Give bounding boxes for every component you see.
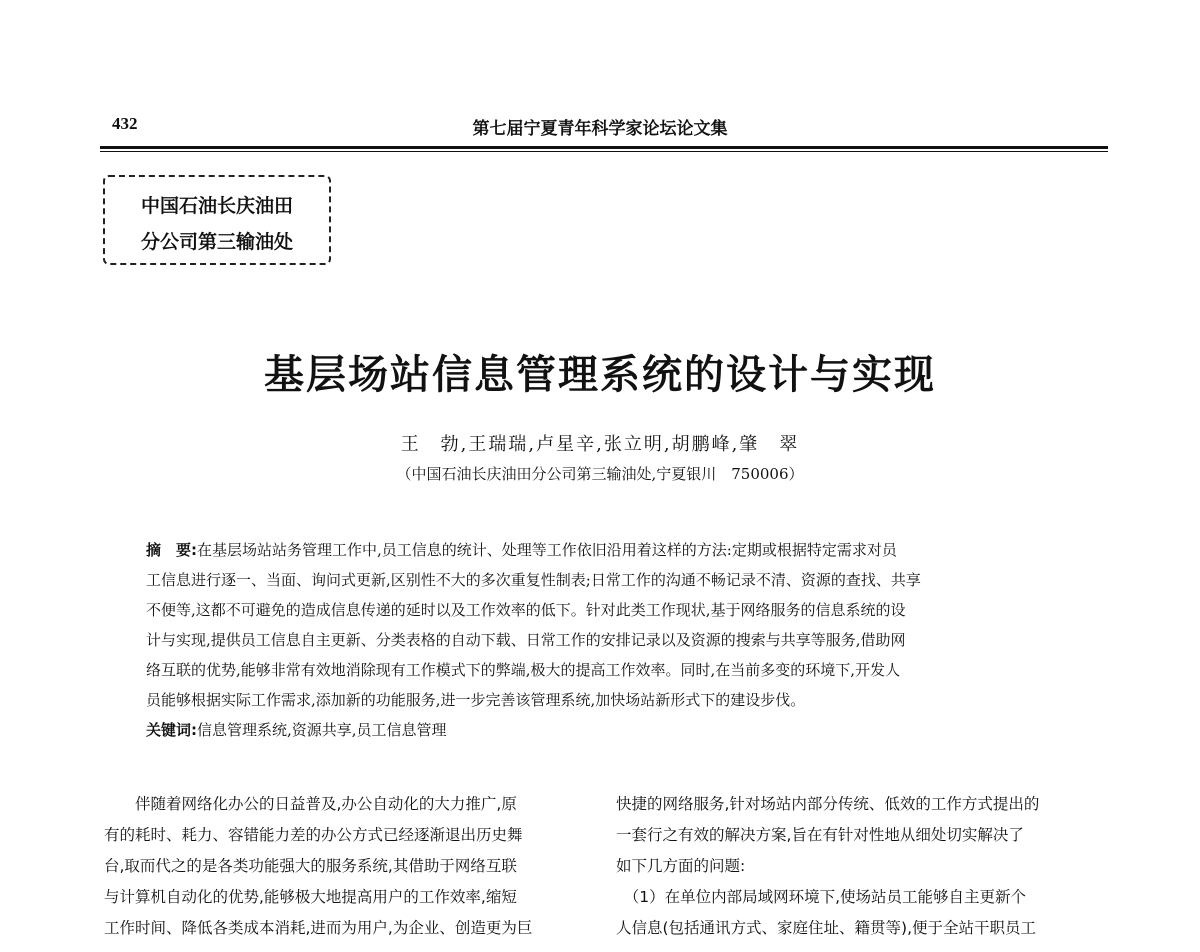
body-text-line: 快捷的网络服务,针对场站内部分传统、低效的工作方式提出的	[616, 795, 1040, 813]
abstract-line: 工信息进行逐一、当面、询问式更新,区别性不大的多次重复性制表;日常工作的沟通不畅记录不清、资源的查找、共享	[146, 571, 921, 589]
body-text-line: 伴随着网络化办公的日益普及,办公自动化的大力推广,原	[104, 795, 517, 813]
body-text-line: 人信息(包括通讯方式、家庭住址、籍贯等),便于全站干职员工	[616, 919, 1037, 937]
body-text-line: 工作时间、降低各类成本消耗,进而为用户,为企业、创造更为巨	[104, 919, 533, 937]
body-text-line: （1）在单位内部局域网环境下,使场站员工能够自主更新个	[616, 888, 1027, 906]
header-rule	[100, 146, 1108, 149]
body-text-line: 与计算机自动化的优势,能够极大地提高用户的工作效率,缩短	[104, 888, 517, 906]
abstract-label: 摘 要:	[146, 541, 197, 559]
running-header: 第七届宁夏青年科学家论坛论文集	[472, 119, 728, 139]
affiliation-stamp-line: 分公司第三输油处	[140, 231, 293, 253]
author-affiliation: （中国石油长庆油田分公司第三输油处,宁夏银川 750006）	[396, 465, 804, 483]
body-text-line: 有的耗时、耗力、容错能力差的办公方式已经逐渐退出历史舞	[104, 826, 523, 844]
keywords-text: 信息管理系统,资源共享,员工信息管理	[197, 721, 447, 739]
body-text-line: 台,取而代之的是各类功能强大的服务系统,其借助于网络互联	[104, 857, 517, 875]
header-rule-thin	[100, 151, 1108, 152]
author-list: 王 勃,王瑞瑞,卢星辛,张立明,胡鹏峰,肇 翠	[400, 434, 800, 455]
abstract-line	[146, 540, 897, 560]
abstract-line: 员能够根据实际工作需求,添加新的功能服务,进一步完善该管理系统,加快场站新形式下的建设步伐。	[146, 691, 806, 709]
body-text-line: 一套行之有效的解决方案,旨在有针对性地从细处切实解决了	[616, 826, 1024, 844]
affiliation-stamp-box	[103, 175, 331, 265]
page-number: 432	[112, 114, 138, 133]
abstract-line: 计与实现,提供员工信息自主更新、分类表格的自动下载、日常工作的安排记录以及资源的搜索与共享等服务,借助网	[146, 631, 906, 649]
abstract-line: 络互联的优势,能够非常有效地消除现有工作模式下的弊端,极大的提高工作效率。同时,在当前多变的环境下,开发人	[146, 661, 901, 679]
keywords-line	[146, 720, 447, 740]
keywords-label: 关键词:	[146, 721, 197, 739]
abstract-text: 在基层场站站务管理工作中,员工信息的统计、处理等工作依旧沿用着这样的方法:定期或根据特定需求对员	[197, 541, 897, 559]
paper-title: 基层场站信息管理系统的设计与实现	[264, 351, 936, 398]
affiliation-stamp-line: 中国石油长庆油田	[140, 195, 293, 217]
body-text-line: 如下几方面的问题:	[616, 857, 746, 875]
abstract-line: 不便等,这都不可避免的造成信息传递的延时以及工作效率的低下。针对此类工作现状,基于网络服务的信息系统的设	[146, 601, 906, 619]
